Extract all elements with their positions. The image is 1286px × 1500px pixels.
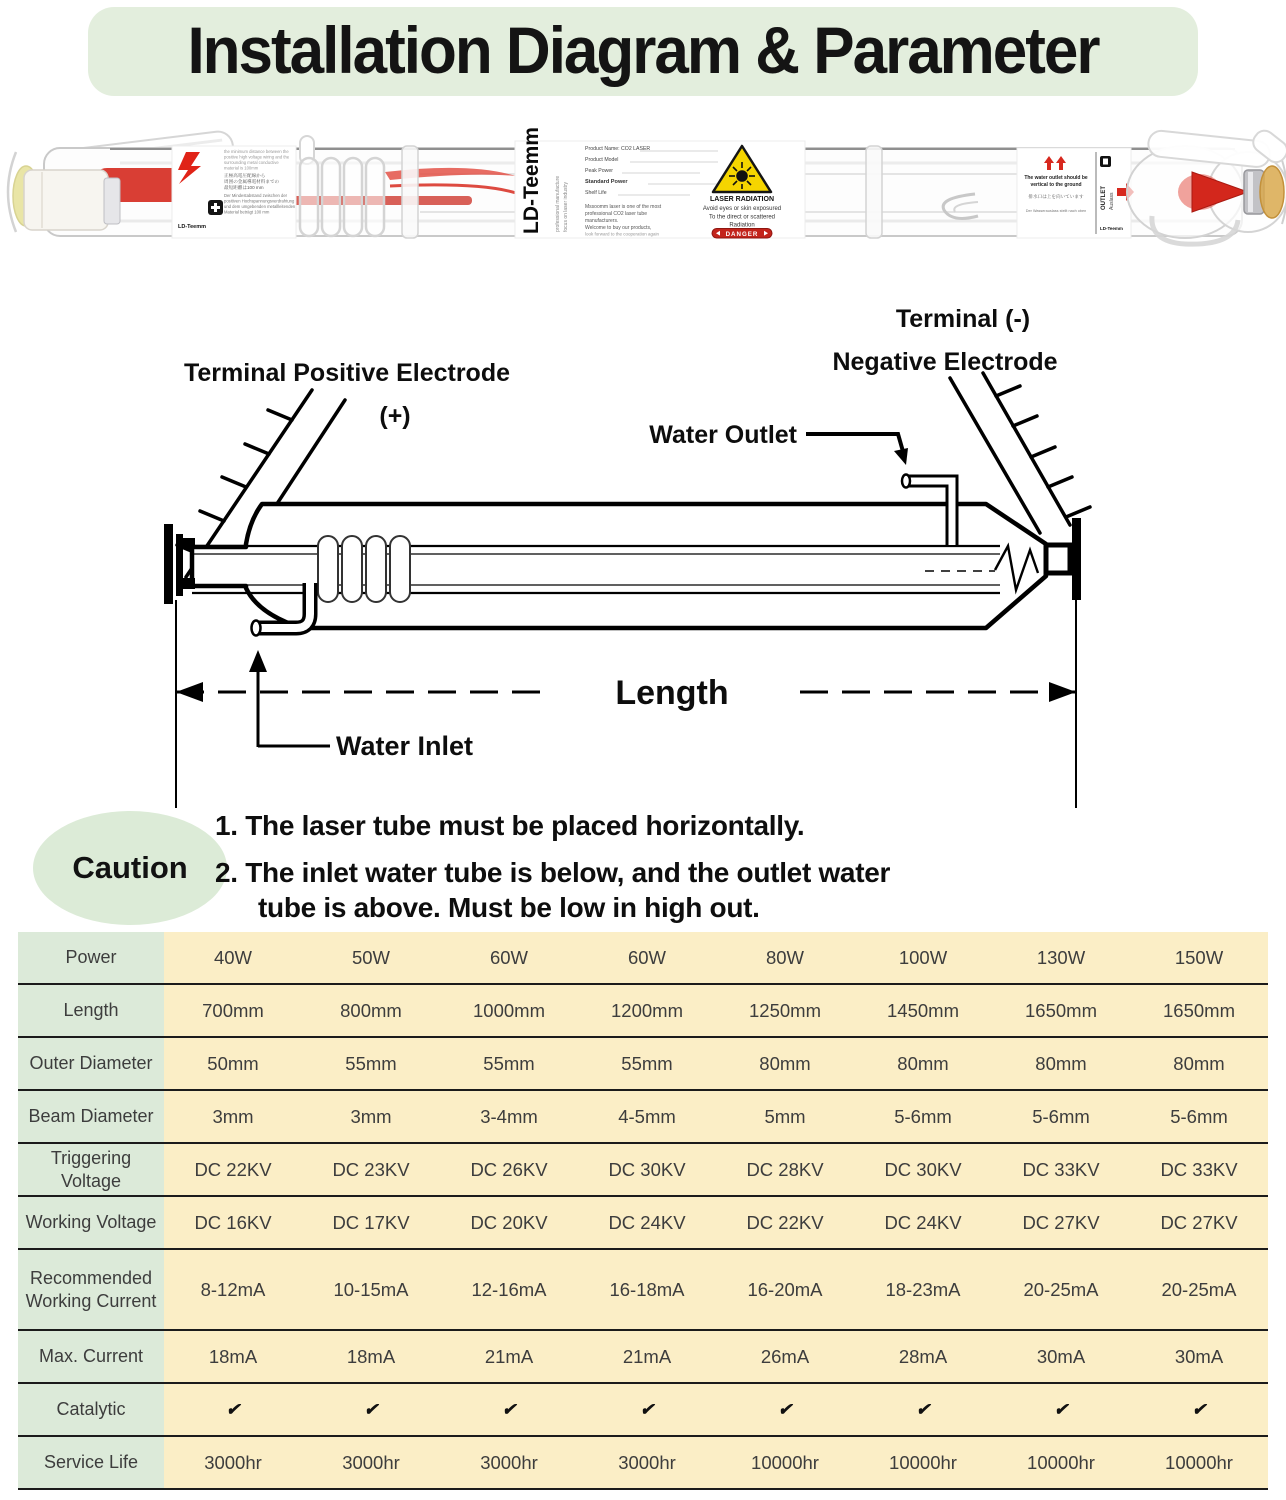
table-cell: 1650mm [992,985,1130,1036]
table-cell: 50W [302,932,440,983]
label-a-text: 最短距離は100 mm [224,185,264,190]
label-c-text: vertical to the ground [1030,182,1082,188]
table-cell: 3-4mm [440,1091,578,1142]
table-cell: 5mm [716,1091,854,1142]
row-label: Max. Current [18,1331,164,1382]
row-label: Beam Diameter [18,1091,164,1142]
table-cell: DC 24KV [578,1197,716,1248]
terminal-negative-label-1: Terminal (-) [895,305,1031,333]
table-cell: 10000hr [992,1437,1130,1488]
table-cell: 10000hr [1130,1437,1268,1488]
table-cell: 5-6mm [1130,1091,1268,1142]
table-cell: DC 30KV [578,1144,716,1195]
water-inlet-pointer [249,650,330,747]
inlet-nozzle [252,621,261,636]
caution-badge [33,811,227,925]
table-row-max-current [18,1331,1268,1384]
length-label: Length [615,674,729,712]
table-cell: 55mm [578,1038,716,1089]
table-cell: 55mm [440,1038,578,1089]
laser-radiation-title: LASER RADIATION [709,196,775,203]
table-cell: 8-12mA [164,1250,302,1329]
caution-item-2-line-2: tube is above. Must be low in high out. [258,892,760,923]
dim-arrow-left [176,682,203,702]
row-label: Power [18,932,164,983]
table-cell: DC 20KV [440,1197,578,1248]
table-cell: 5-6mm [992,1091,1130,1142]
table-cell: 1200mm [578,985,716,1036]
table-cell: 50mm [164,1038,302,1089]
table-cell: 10000hr [716,1437,854,1488]
warning-label-left [172,146,296,238]
table-cell: 30mA [1130,1331,1268,1382]
table-cell: DC 27KV [992,1197,1130,1248]
metal-ring-highlight [1248,172,1253,212]
table-cell: DC 26KV [440,1144,578,1195]
warning-line: Radiation [729,222,755,229]
table-cell: 80mm [1130,1038,1268,1089]
check-icon: ✔ [302,1384,440,1435]
warning-line: To the direct or scattered [708,214,776,221]
field: Peak Power [585,168,613,174]
check-icon: ✔ [992,1384,1130,1435]
field: Shelf Life [585,190,607,196]
table-row-catalytic [18,1384,1268,1437]
page-title: Installation Diagram & Parameter [187,14,1099,89]
table-cell: 1450mm [854,985,992,1036]
table-cell: 18-23mA [854,1250,992,1329]
table-cell: DC 22KV [164,1144,302,1195]
row-label: Service Life [18,1437,164,1488]
brand-text: LD-Teemm [1100,226,1123,231]
table-cell: 26mA [716,1331,854,1382]
label-a-text: Der Mindestabstand zwischen der [224,193,288,198]
label-b-para: manufacturers. [585,218,619,224]
metal-clamp [104,178,120,224]
check-icon: ✔ [1130,1384,1268,1435]
table-cell: 80mm [854,1038,992,1089]
table-cell: 800mm [302,985,440,1036]
caution-badge-text: Caution [72,850,188,885]
table-cell: 80W [716,932,854,983]
table-cell: 3mm [164,1091,302,1142]
label-a-text: 周囲の金属導電材料までの [224,179,280,184]
table-cell: 3000hr [578,1437,716,1488]
label-b-para: Mssoomm laser is one of the most [585,204,662,210]
glass-flange [402,146,418,238]
row-label: Triggering Voltage [18,1144,164,1195]
table-cell: 3000hr [440,1437,578,1488]
table-cell: DC 28KV [716,1144,854,1195]
auslass-vertical-text: Auslass [1109,192,1115,210]
table-cell: 10000hr [854,1437,992,1488]
table-cell: DC 33KV [992,1144,1130,1195]
water-outlet-label: Water Outlet [649,421,797,449]
check-icon: ✔ [854,1384,992,1435]
amber-lens [1260,166,1284,218]
table-cell: 130W [992,932,1130,983]
tagline: focus on laser industry [563,181,569,232]
table-cell: DC 33KV [1130,1144,1268,1195]
table-cell: 18mA [164,1331,302,1382]
table-cell: 28mA [854,1331,992,1382]
table-cell: 1250mm [716,985,854,1036]
table-row-outer-diameter [18,1038,1268,1091]
page-header [88,7,1198,96]
label-b-para: Welcome to buy our products, [585,225,652,231]
table-cell: 3mm [302,1091,440,1142]
row-label: Outer Diameter [18,1038,164,1089]
box-icon-inner [1103,159,1108,165]
label-a-text: the minimum distance between the [224,149,289,154]
field: Product Model [585,157,619,163]
table-cell: 55mm [302,1038,440,1089]
table-cell: 12-16mA [440,1250,578,1329]
table-row-length [18,985,1268,1038]
table-cell: DC 17KV [302,1197,440,1248]
table-cell: DC 22KV [716,1197,854,1248]
table-cell: DC 27KV [1130,1197,1268,1248]
table-row-recommended-current [18,1250,1268,1331]
table-cell: 16-18mA [578,1250,716,1329]
table-cell: DC 24KV [854,1197,992,1248]
label-c-text: Der Wasserauslass stellt nach oben [1025,209,1087,213]
tagline: professional manufacture [555,175,561,232]
water-outlet-leader [806,434,908,465]
field: Standard Power [585,179,628,185]
label-a-text: und dem umgebenden metallleitenden [224,204,296,209]
warning-line: Avoid eyes or skin exposured [702,206,782,212]
table-cell: DC 16KV [164,1197,302,1248]
label-a-text: positive high voltage wiring and the [224,154,290,160]
check-icon: ✔ [164,1384,302,1435]
row-label: Recommended Working Current [18,1250,164,1329]
table-row-power [18,932,1268,985]
laser-tube-photo [0,120,1286,270]
table-cell: DC 23KV [302,1144,440,1195]
table-cell: 40W [164,932,302,983]
label-a-text: 正極高電圧配線から [224,173,266,178]
table-row-beam-diameter [18,1091,1268,1144]
right-arrow-icon [1117,188,1126,196]
label-a-text: Material beträgt 100 mm [224,209,270,215]
table-cell: 3000hr [302,1437,440,1488]
label-b-para: professional CO2 laser tube [585,211,647,217]
row-label: Catalytic [18,1384,164,1435]
table-cell: 21mA [578,1331,716,1382]
terminal-positive-label-2: (+) [379,402,411,430]
outlet-vertical-text: OUTLET [1101,186,1107,210]
glass-flange [866,146,882,238]
check-icon: ✔ [716,1384,854,1435]
table-cell: 3000hr [164,1437,302,1488]
table-cell: 80mm [716,1038,854,1089]
label-c-text: The water outlet should be [1024,175,1088,181]
table-cell: 21mA [440,1331,578,1382]
caution-item-1: 1. The laser tube must be placed horizontally. [215,810,805,841]
table-cell: 18mA [302,1331,440,1382]
outlet-label-right [1017,148,1134,238]
table-cell: 20-25mA [992,1250,1130,1329]
installation-diagram [0,293,1286,813]
outlet-nozzle [902,475,910,488]
table-cell: 60W [440,932,578,983]
parameter-table [18,932,1268,1490]
spec-label-center [515,127,805,238]
terminal-positive-label-1: Terminal Positive Electrode [183,359,511,387]
brand-text: LD-Teemm [178,224,207,230]
label-a-text: positiven Hochspannungsverdrahtung [224,198,295,204]
table-cell: 20-25mA [1130,1250,1268,1329]
table-cell: 30mA [992,1331,1130,1382]
table-cell: 4-5mm [578,1091,716,1142]
danger-text: DANGER [725,230,759,238]
tube-right-assembly [1127,127,1286,244]
label-c-text: 排水口は上を向いています [1028,194,1084,199]
table-cell: 150W [1130,932,1268,983]
cross-icon-bar [211,206,220,209]
label-b-para: look forward to the cooperation again [585,231,660,237]
ceramic-end-cap [24,170,108,230]
label-a-text: material is 100mm [224,165,259,171]
brand-vertical: LD-Teemm [520,127,543,234]
label-a-text: surrounding metal conductive [224,160,279,165]
row-label: Working Voltage [18,1197,164,1248]
table-cell: 5-6mm [854,1091,992,1142]
check-icon: ✔ [578,1384,716,1435]
table-cell: 1650mm [1130,985,1268,1036]
table-row-triggering-voltage [18,1144,1268,1197]
table-cell: 10-15mA [302,1250,440,1329]
water-inlet-label: Water Inlet [336,731,474,761]
table-cell: 80mm [992,1038,1130,1089]
table-cell: 700mm [164,985,302,1036]
field: Product Name: CO2 LASER [585,146,651,152]
table-cell: 100W [854,932,992,983]
dim-arrow-right [1049,682,1076,702]
table-row-working-voltage [18,1197,1268,1250]
table-cell: DC 30KV [854,1144,992,1195]
check-icon: ✔ [440,1384,578,1435]
table-cell: 16-20mA [716,1250,854,1329]
terminal-negative-label-2: Negative Electrode [832,348,1058,376]
table-cell: 60W [578,932,716,983]
table-row-service-life [18,1437,1268,1490]
table-cell: 1000mm [440,985,578,1036]
row-label: Length [18,985,164,1036]
caution-item-2-line-1: 2. The inlet water tube is below, and the outlet water [215,857,891,888]
